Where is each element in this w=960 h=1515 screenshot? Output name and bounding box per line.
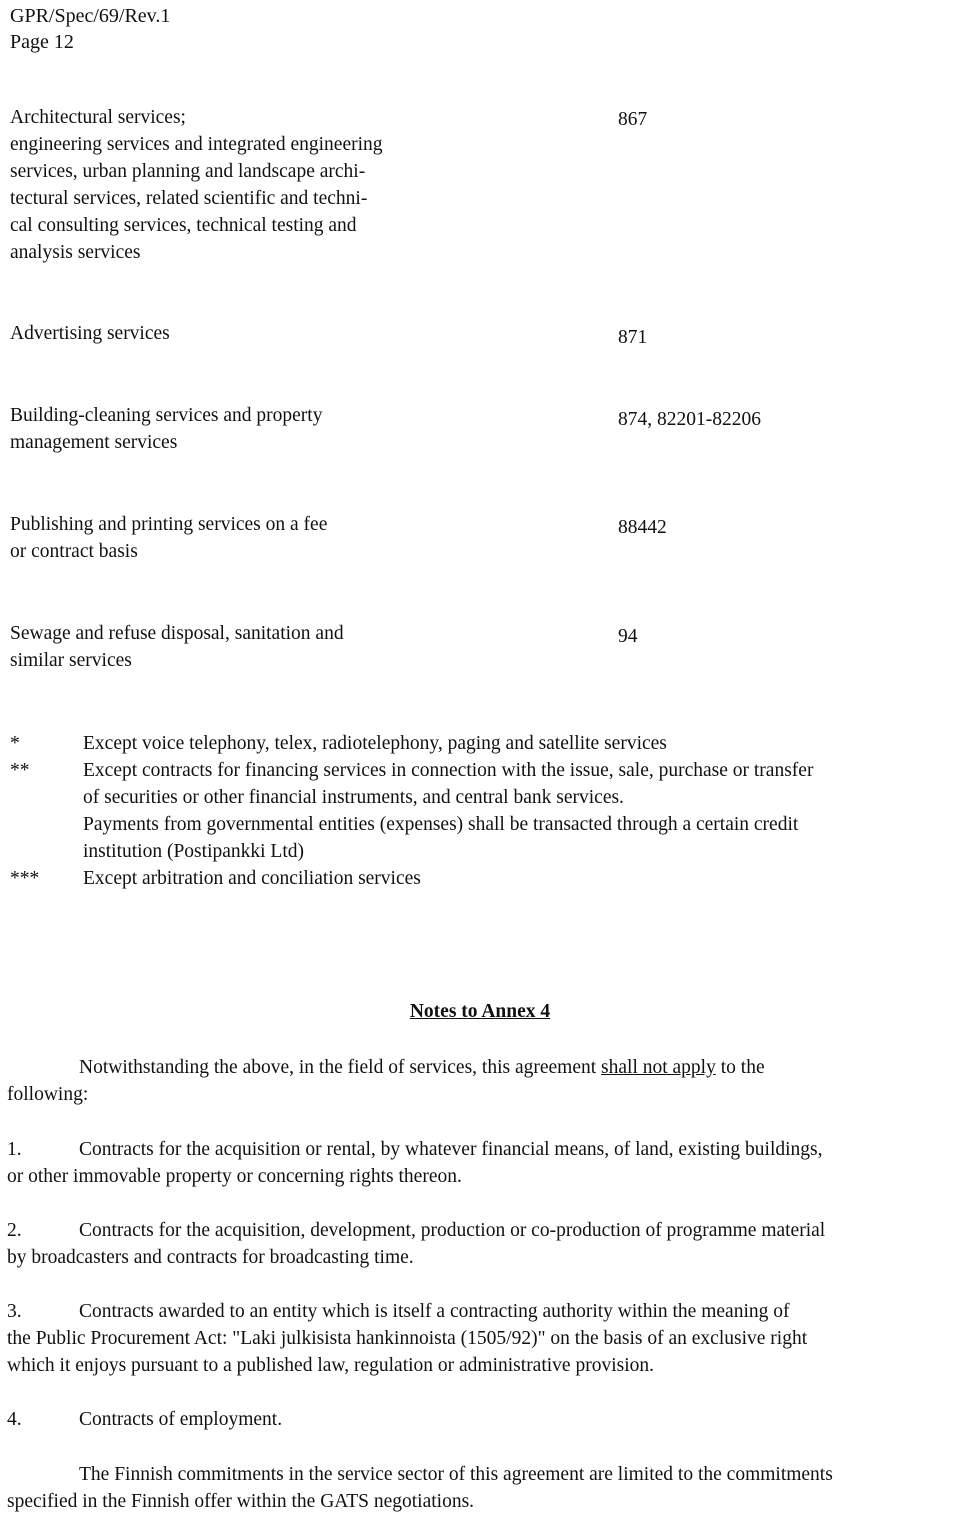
footnote-text: Except contracts for financing services in connection with the issue, sale, purchase or transfer of securities or other financial instruments, and central bank services. Payments from governmental entities (expenses) shall be transacted through a certain credit institution (Postipankki Ltd) (83, 760, 814, 862)
item-number: 1. (7, 1139, 22, 1160)
service-code-building-cleaning: 874, 82201-82206 (618, 409, 761, 430)
notes-item-2: 2. Contracts for the acquisition, development, production or co-production of programme material by broadcasters and contracts for broadcasting time. (7, 1217, 955, 1271)
item-number: 4. (7, 1409, 22, 1430)
service-name-architectural: Architectural services; engineering services and integrated engineering services, urban planning and landscape archi- tectural services, related scientific and techni- cal consulting services, technical testing and analysis services (10, 107, 383, 263)
item-number: 3. (7, 1301, 22, 1322)
service-code-advertising: 871 (618, 327, 648, 348)
service-name-advertising: Advertising services (10, 323, 170, 344)
page-header (10, 3, 170, 55)
service-name-sewage: Sewage and refuse disposal, sanitation and similar services (10, 623, 344, 671)
document-reference: GPR/Spec/69/Rev.1 (10, 5, 171, 27)
notes-item-1: 1. Contracts for the acquisition or rental, by whatever financial means, of land, existing buildings, or other immovable property or concerning rights thereon. (7, 1136, 955, 1190)
footnote-mark: *** (10, 868, 40, 889)
footnote-text: Except voice telephony, telex, radiotelephony, paging and satellite services (83, 733, 667, 754)
item-number: 2. (7, 1220, 22, 1241)
footnote-mark: * (10, 733, 20, 754)
page-number: Page 12 (10, 31, 74, 53)
emphasis-underline: shall not apply (601, 1057, 716, 1078)
notes-intro: Notwithstanding the above, in the field of services, this agreement shall not apply to the following: (7, 1057, 765, 1105)
service-code-architectural: 867 (618, 109, 648, 130)
service-code-sewage: 94 (618, 626, 638, 647)
footnote-text: Except arbitration and conciliation services (83, 868, 421, 889)
service-code-publishing: 88442 (618, 517, 667, 538)
notes-item-4: 4. Contracts of employment. (7, 1406, 955, 1433)
service-name-publishing: Publishing and printing services on a fee or contract basis (10, 514, 328, 562)
service-name-building-cleaning: Building-cleaning services and property management services (10, 405, 323, 453)
footnote-mark: ** (10, 760, 30, 781)
notes-closing: The Finnish commitments in the service sector of this agreement are limited to the commitments specified in the Finnish offer within the GATS negotiations. (7, 1464, 833, 1512)
notes-title: Notes to Annex 4 (409, 1001, 551, 1022)
notes-item-3: 3. Contracts awarded to an entity which is itself a contracting authority within the meaning of the Public Procurement Act: "Laki julkisista hankinnoista (1505/92)" on the basis of an exclusive right which it enjoys pursuant to a published law, regulation or administrative provision. (7, 1298, 955, 1379)
